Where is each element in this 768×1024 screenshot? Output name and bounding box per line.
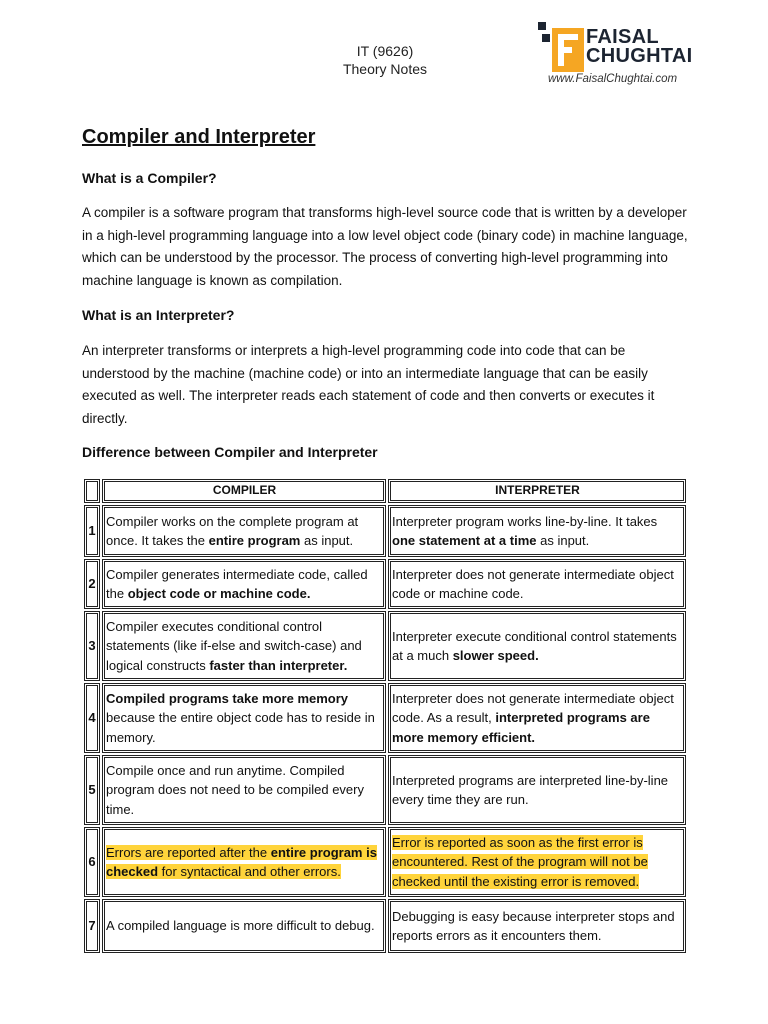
brand-logo	[536, 20, 746, 90]
header-compiler-cell: COMPILER	[102, 479, 386, 503]
text-segment: A compiled language is more difficult to debug.	[106, 918, 375, 934]
row-number-cell: 5	[84, 755, 100, 825]
compiler-text	[106, 843, 383, 882]
interpreter-cell	[388, 683, 686, 753]
table-row	[84, 899, 686, 953]
text-segment: for syntactical and other errors.	[158, 864, 341, 879]
text-segment: entire program	[208, 533, 301, 548]
compiler-cell	[102, 559, 386, 609]
text-segment: Errors are reported after the	[106, 844, 271, 860]
compiler-cell	[102, 827, 386, 897]
interpreter-text	[392, 627, 683, 666]
row-number-cell: 3	[84, 611, 100, 681]
interpreter-cell	[388, 611, 686, 681]
row-number-cell: 4	[84, 683, 100, 753]
compiler-text	[106, 916, 375, 936]
text-segment: Compile once and run anytime. Compiled program does not need to be compiled every time.	[106, 762, 364, 817]
header-num-cell	[84, 479, 100, 503]
header-interpreter-cell: INTERPRETER	[388, 479, 686, 503]
text-segment: Debugging is easy because interpreter stops and reports errors as it encounters them.	[392, 908, 675, 943]
text-segment: as input.	[300, 533, 354, 548]
compiler-cell	[102, 899, 386, 953]
logo-wordmark: FAISAL CHUGHTAI	[586, 26, 693, 67]
compiler-text	[106, 512, 383, 551]
text-segment: as input.	[536, 533, 590, 548]
interpreter-text	[392, 689, 683, 748]
text-segment: interpreted programs are more memory efficient.	[392, 710, 650, 745]
compiler-text	[106, 689, 383, 748]
interpreter-cell	[388, 559, 686, 609]
interpreter-cell	[388, 505, 686, 557]
text-segment: Compiler executes conditional control statements (like if-else and switch-case) and logical constructs	[106, 618, 362, 673]
text-segment: Interpreter does not generate intermediate object code. As a result,	[392, 690, 674, 726]
interpreter-cell	[388, 755, 686, 825]
comparison-table	[84, 479, 686, 953]
text-segment: Error is reported as soon as the first error is encountered. Rest of the program will not be checked until the existing error is removed.	[392, 834, 648, 889]
interpreter-heading: What is an Interpreter?	[82, 307, 235, 323]
table-row	[84, 559, 686, 609]
text-segment: Interpreted programs are interpreted line-by-line every time they are run.	[392, 772, 669, 807]
page-header	[300, 42, 470, 78]
text-segment: entire program is checked	[106, 844, 377, 879]
table-row	[84, 683, 686, 753]
interpreter-cell	[388, 827, 686, 897]
compiler-cell	[102, 611, 386, 681]
table-header-row	[84, 479, 686, 503]
table-row	[84, 611, 686, 681]
row-number-cell: 7	[84, 899, 100, 953]
course-code: IT (9626)	[356, 43, 414, 59]
interpreter-text	[392, 771, 683, 810]
notes-subtitle: Theory Notes	[342, 61, 428, 77]
compiler-text	[106, 565, 383, 604]
interpreter-paragraph: An interpreter transforms or interprets a high-level programming code into code that can be understood by the machine (machine code) or into an intermediate language that can be easily executed as well. The interpreter reads each statement of code and then converts or executes it directly.	[82, 343, 655, 426]
compiler-cell	[102, 505, 386, 557]
interpreter-text	[392, 512, 683, 551]
table-row	[84, 827, 686, 897]
text-segment: Interpreter program works line-by-line. It takes	[392, 513, 658, 529]
compiler-paragraph: A compiler is a software program that transforms high-level source code that is written by a developer in a high-level programming language into a low level object code (binary code) in machine language, which can be understood by the processor. The process of converting high-level programming into machine language is known as compilation.	[82, 205, 688, 288]
text-segment: Interpreter does not generate intermediate object code or machine code.	[392, 566, 674, 601]
row-number-cell: 6	[84, 827, 100, 897]
interpreter-text	[392, 833, 683, 892]
interpreter-text	[392, 565, 683, 604]
interpreter-cell	[388, 899, 686, 953]
row-number-cell: 1	[84, 505, 100, 557]
difference-heading: Difference between Compiler and Interpreter	[82, 444, 378, 460]
compiler-text	[106, 617, 383, 676]
text-segment: faster than interpreter.	[209, 657, 348, 673]
compiler-heading: What is a Compiler?	[82, 170, 217, 186]
text-segment: one statement at a time	[392, 533, 537, 548]
text-segment: slower speed.	[452, 648, 539, 663]
compiler-text	[106, 761, 383, 820]
table-row	[84, 505, 686, 557]
table-row	[84, 755, 686, 825]
text-segment: object code or machine code.	[127, 586, 311, 601]
text-segment: Interpreter execute conditional control statements at a much	[392, 628, 677, 663]
logo-url: www.FaisalChughtai.com	[548, 73, 678, 85]
text-segment: because the entire object code has to reside in memory.	[106, 710, 375, 745]
logo-mark-icon	[536, 20, 586, 80]
document-title: Compiler and Interpreter	[82, 126, 316, 148]
compiler-cell	[102, 755, 386, 825]
row-number-cell: 2	[84, 559, 100, 609]
interpreter-text	[392, 907, 683, 946]
compiler-cell	[102, 683, 386, 753]
text-segment: Compiler works on the complete program at once. It takes the	[106, 513, 359, 548]
text-segment: Compiler generates intermediate code, called the	[106, 566, 368, 601]
text-segment: Compiled programs take more memory	[106, 690, 349, 706]
